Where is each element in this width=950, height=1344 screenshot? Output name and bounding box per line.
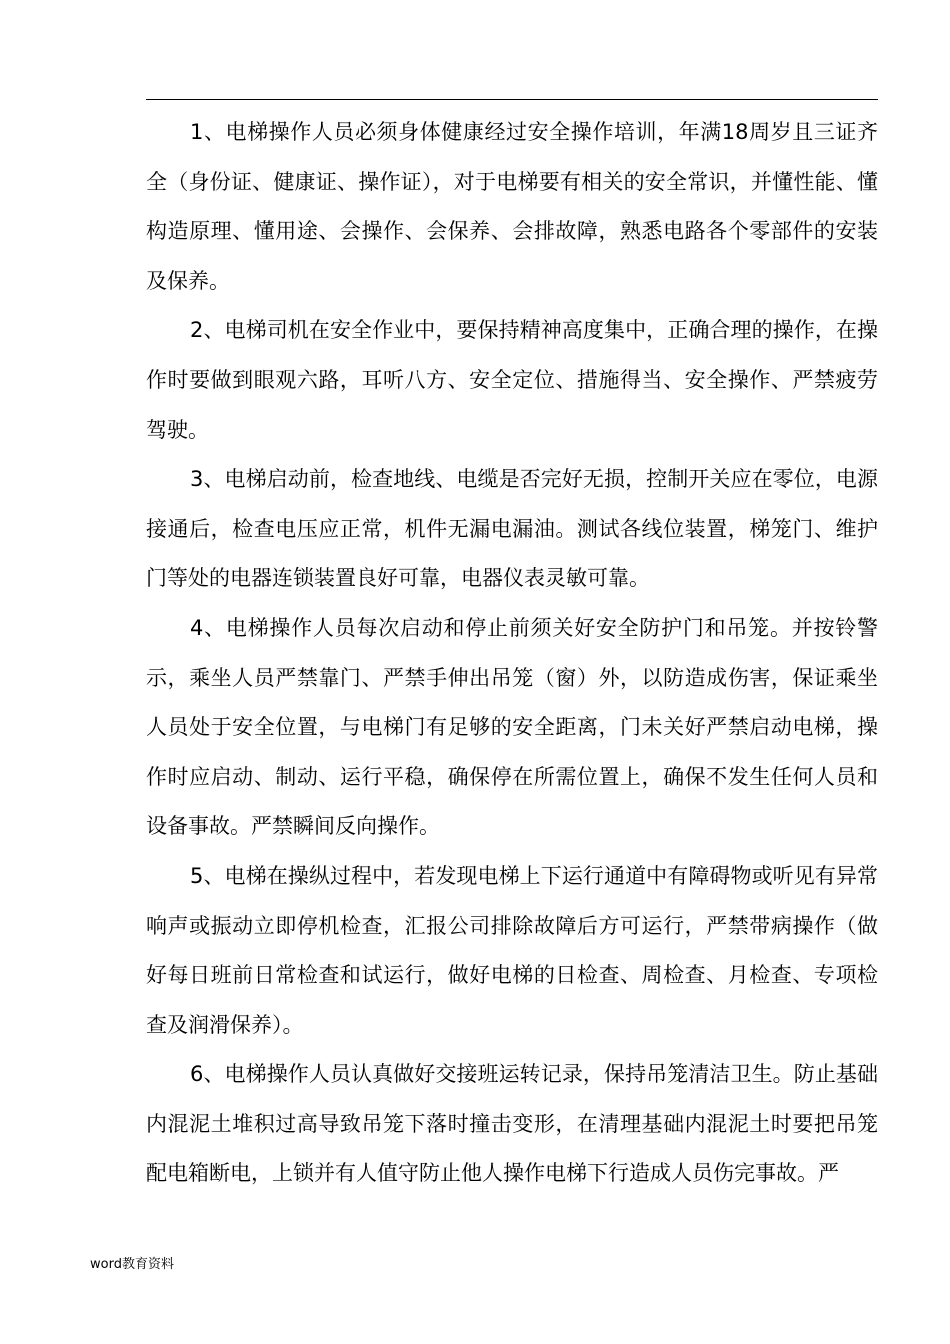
paragraph-5: 5、电梯在操纵过程中，若发现电梯上下运行通道中有障碍物或听见有异常响声或振动立即停机检查，汇报公司排除故障后方可运行，严禁带病操作（做好每日班前日常检查和试运行，做好电梯的日检查、周检查、月检查、专项检查及润滑保养）。 [146,863,878,1037]
document-body [146,108,878,1199]
paragraph-4: 4、电梯操作人员每次启动和停止前须关好安全防护门和吊笼。并按铃警示，乘坐人员严禁靠门、严禁手伸出吊笼（窗）外，以防造成伤害，保证乘坐人员处于安全位置，与电梯门有足够的安全距离，门未关好严禁启动电梯，操作时应启动、制动、运行平稳，确保停在所需位置上，确保不发生任何人员和设备事故。严禁瞬间反向操作。 [146,615,878,839]
paragraph-3: 3、电梯启动前，检查地线、电缆是否完好无损，控制开关应在零位，电源接通后，检查电压应正常，机件无漏电漏油。测试各线位装置，梯笼门、维护门等处的电器连锁装置良好可靠，电器仪表灵敏可靠。 [146,467,878,591]
header-rule [146,99,878,100]
paragraph-1: 1、电梯操作人员必须身体健康经过安全操作培训，年满18周岁且三证齐全（身份证、健康证、操作证），对于电梯要有相关的安全常识，并懂性能、懂构造原理、懂用途、会操作、会保养、会排故障，熟悉电路各个零部件的安装及保养。 [146,120,878,293]
paragraph-2: 2、电梯司机在安全作业中，要保持精神高度集中，正确合理的操作，在操作时要做到眼观六路，耳听八方、安全定位、措施得当、安全操作、严禁疲劳驾驶。 [146,318,878,442]
page-footer: word教育资料 [90,1257,174,1272]
paragraph-6: 6、电梯操作人员认真做好交接班运转记录，保持吊笼清洁卫生。防止基础内混泥土堆积过高导致吊笼下落时撞击变形，在清理基础内混泥土时要把吊笼配电箱断电，上锁并有人值守防止他人操作电梯下行造成人员伤完事故。严 [146,1062,878,1186]
